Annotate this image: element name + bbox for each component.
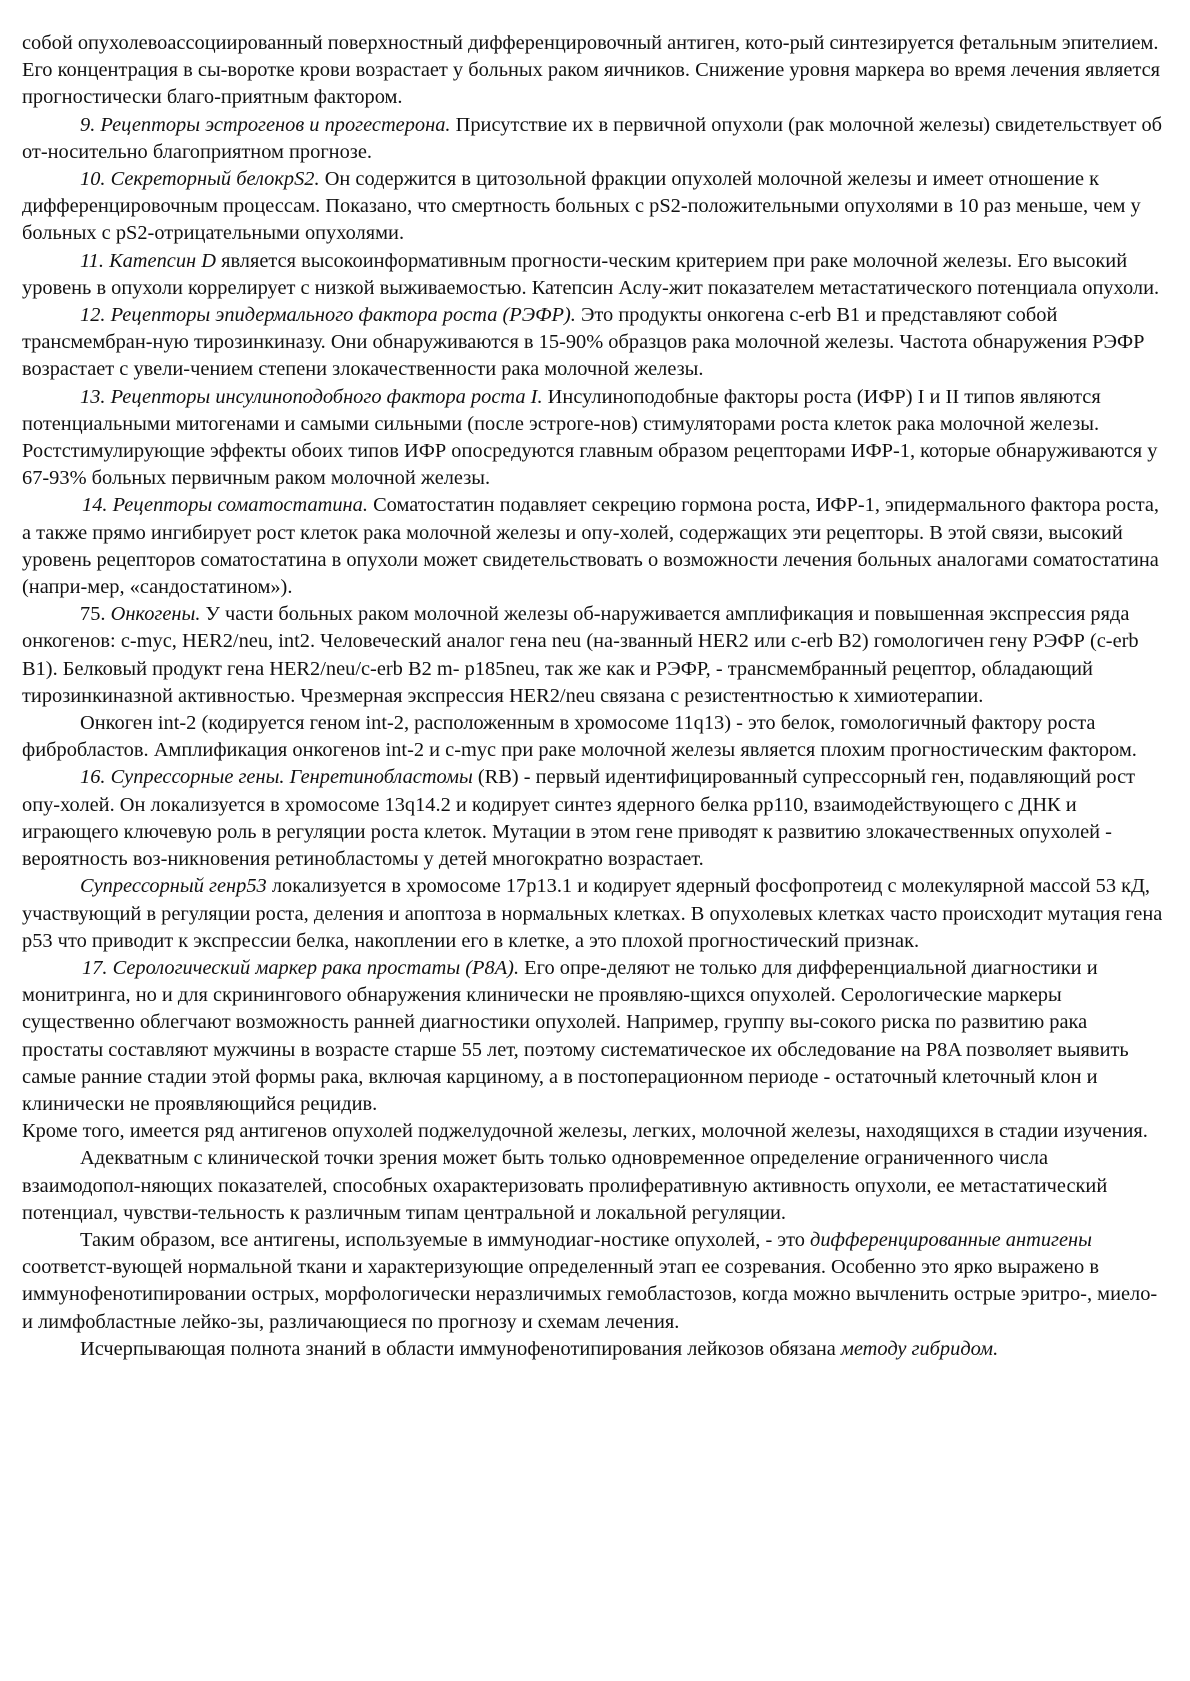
paragraph-hybridoma-method [22, 1336, 1168, 1363]
heading-run: Супрессорный генр53 [80, 875, 267, 898]
emphasis-run: методу гибридом. [840, 1337, 999, 1360]
text-run: Онкоген int-2 (кодируется геном int-2, расположенным в хромосоме 11q13) - это белок, гомологичный фактору роста фибробластов. Амплификация онкогенов int-2 и c-myc при раке молочной железы является плохим прогностическим фактором. [22, 712, 1137, 762]
paragraph-int2-oncogene [22, 710, 1168, 764]
paragraph-differentiated-antigens [22, 1227, 1168, 1336]
heading-run: 13. Рецепторы инсулиноподобного фактора роста I. [80, 385, 543, 408]
paragraph-igf-receptors [22, 384, 1168, 493]
text-run: У части больных раком молочной железы об-наруживается амплификация и повышенная экспрессия ряда онкогенов: c-myc, HER2/neu, int2. Человеческий аналог гена neu (на-званный HER2 или c-erb B2) гомологичен гену РЭФР (c-erb B1). Белковый продукт гена HER2/neu/c-erb B2 m- p185neu, так же как и РЭФР, - трансмембранный рецептор, обладающий тирозинкиназной активностью. Чрезмерная экспрессия HER2/neu связана с резистентностью к химиотерапии. [22, 603, 1139, 707]
text-run: Кроме того, имеется ряд антигенов опухолей поджелудочной железы, легких, молочной железы, находящихся в стадии изучения. [22, 1120, 1148, 1143]
text-run: собой опухолевоассоциированный поверхностный дифференцировочный антиген, кото-рый синтезируется фетальным эпителием. Его концентрация в сы-воротке крови возрастает у больных раком яичников. Снижение уровня маркера во время лечения является прогностически благо-приятным фактором. [22, 32, 1161, 109]
heading-run: 12. Рецепторы эпидермального фактора роста (РЭФР). [80, 304, 576, 327]
heading-run: 10. Секреторный белокрS2. [80, 168, 320, 191]
paragraph-prostate-marker [22, 955, 1168, 1118]
text-run: локализуется в хромосоме 17p13.1 и кодирует ядерный фосфопротеид с молекулярной массой 53 кД, участвующий в регуляции роста, деления и апоптоза в нормальных клетках. В опухолевых клетках часто происходит мутация гена p53 что приводит к экспрессии белка, накоплении его в клетке, а это плохой прогностический признак. [22, 875, 1163, 952]
heading-run: 11. Катепсин D [80, 249, 216, 272]
paragraph-egfr [22, 302, 1168, 384]
text-run: Присутствие их в первичной опухоли (рак молочной железы) свидетельствует об от-носительно благоприятном прогнозе. [22, 113, 1163, 163]
paragraph-ps2-protein [22, 166, 1168, 248]
text-run: Исчерпывающая полнота знаний в области иммунофенотипирования лейкозов обязана [80, 1337, 841, 1360]
paragraph-oncogenes [22, 601, 1168, 710]
document-page [22, 30, 1168, 1363]
text-run: Инсулиноподобные факторы роста (ИФР) I и II типов являются потенциальными митогенами и самыми сильными (после эстроге-нов) стимуляторами роста клеток рака молочной железы. Ростстимулирующие эффекты обоих типов ИФР опосредуются главным образом рецепторами ИФР-1, которые обнаруживаются у 67-93% больных первичным раком молочной железы. [22, 385, 1158, 490]
paragraph-other-antigens [22, 1118, 1168, 1145]
text-run: Его опре-деляют не только для дифференциальной диагностики и монитринга, но и для скринингового обнаружения клинически не проявляю-щихся опухолей. Серологические маркеры существенно облегчают возможность ранней диагностики опухолей. Например, группу вы-сокого риска по развитию рака простаты составляют мужчины в возрасте старше 55 лет, поэтому систематическое их обследование на P8A позволяет выявить самые ранние стадии этой формы рака, включая карциному, а в постоперационном периоде - остаточный клеточный клон и клинически не проявляющийся рецидив. [22, 956, 1129, 1115]
heading-run: Онкогены. [110, 603, 201, 626]
emphasis-run: дифференцированные антигены [810, 1228, 1092, 1251]
paragraph-clinical-adequacy [22, 1145, 1168, 1227]
heading-run: 16. Супрессорные гены. Генретинобластомы [80, 766, 473, 789]
text-run: Таким образом, все антигены, используемые в иммунодиаг-ностике опухолей, - это [80, 1228, 811, 1251]
text-run: Он содержится в цитозольной фракции опухолей молочной железы и имеет отношение к дифференцировочным процессам. Показано, что смертность больных с pS2-положительными опухолями в 10 раз меньше, чем у больных с pS2-отрицательными опухолями. [22, 168, 1141, 245]
text-run: Адекватным с клинической точки зрения может быть только одновременное определение ограниченного числа взаимодопол-няющих показателей, способных охарактеризовать пролиферативную активность опухоли, ее метастатический потенциал, чувстви-тельность к различным типам центральной и локальной регуляции. [22, 1147, 1108, 1224]
heading-run: 14. Рецепторы соматостатина. [82, 494, 368, 517]
paragraph-somatostatin-receptors [22, 492, 1168, 601]
heading-run: 17. Серологический маркер рака простаты (P8A). [82, 956, 520, 979]
text-run: соответст-вующей нормальной ткани и характеризующие определенный этап ее созревания. Особенно это ярко выражено в иммунофенотипировании острых, морфологически неразличимых гемобластозов, когда можно вычленить острые эритро-, миело- и лимфобластные лейко-зы, различающиеся по прогнозу и схемам лечения. [22, 1256, 1158, 1333]
paragraph-p53-gene [22, 873, 1168, 955]
paragraph-estrogen-receptors [22, 112, 1168, 166]
text-run: Это продукты онкогена c-erb B1 и представляют собой трансмембран-ную тирозинкиназу. Они обнаруживаются в 15-90% образцов рака молочной железы. Частота обнаружения РЭФР возрастает с увели-чением степени злокачественности рака молочной железы. [22, 304, 1145, 381]
number-run: 75. [80, 603, 111, 626]
paragraph-ca125-continuation [22, 30, 1168, 112]
text-run: (RB) - первый идентифицированный супрессорный ген, подавляющий рост опу-холей. Он локализуется в хромосоме 13q14.2 и кодирует синтез ядерного белка pp110, взаимодействующего с ДНК и играющего ключевую роль в регуляции роста клеток. Мутации в этом гене приводят к развитию злокачественных опухолей - вероятность воз-никновения ретинобластомы у детей многократно возрастает. [22, 766, 1136, 871]
heading-run: 9. Рецепторы эстрогенов и прогестерона. [80, 113, 451, 136]
paragraph-suppressor-genes [22, 764, 1168, 873]
text-run: Соматостатин подавляет секрецию гормона роста, ИФР-1, эпидермального фактора роста, а также прямо ингибирует рост клеток рака молочной железы и опу-холей, содержащих эти рецепторы. В этой связи, высокий уровень рецепторов соматостатина в опухоли может свидетельствовать о возможности лечения больных аналогами соматостатина (напри-мер, «сандостатином»). [22, 494, 1160, 599]
text-run: является высокоинформативным прогности-ческим критерием при раке молочной железы. Его высокий уровень в опухоли коррелирует с низкой выживаемостью. Катепсин Аслу-жит показателем метастатического потенциала опухоли. [22, 249, 1160, 299]
paragraph-cathepsin-d [22, 248, 1168, 302]
